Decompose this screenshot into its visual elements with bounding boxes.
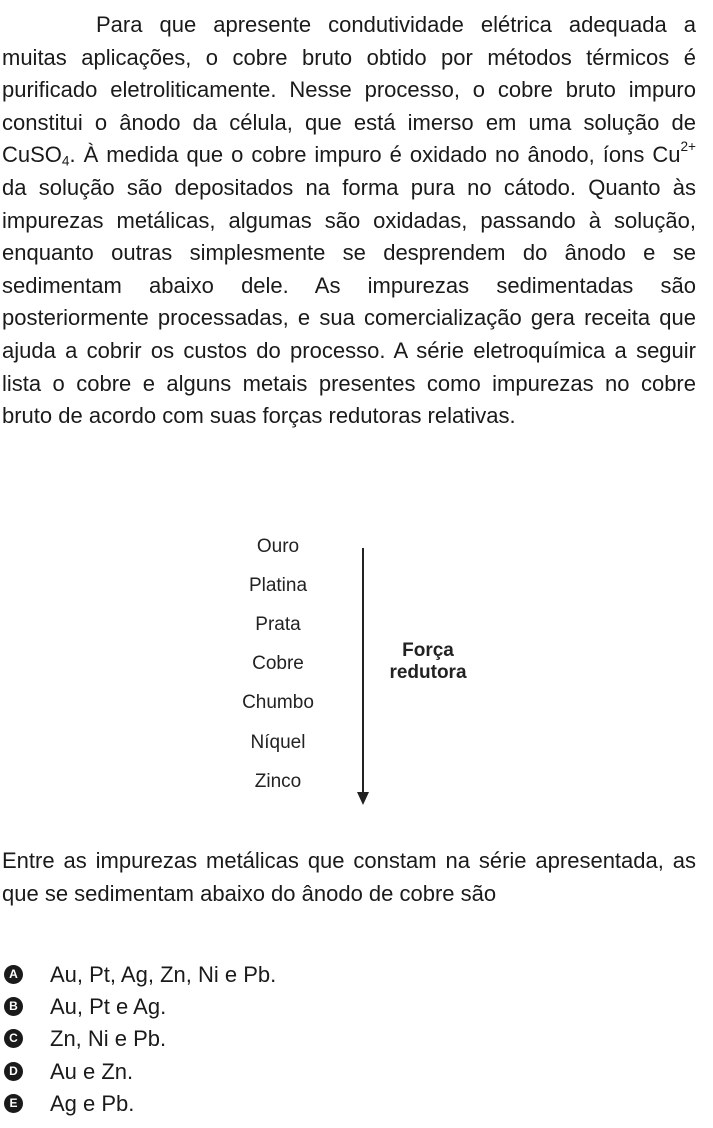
reducing-force-arrow-line [362, 548, 364, 794]
metal-zinc: Zinco [254, 771, 302, 792]
intro-text-part1: Para que apresente condutividade elétrica adequada a muitas aplicações, o cobre bruto obtido por métodos térmicos é purificado eletroliticamente. Nesse processo, o cobre bruto impuro constitui o ânodo da célula, que está imerso em uma solução de CuSO [2, 12, 696, 168]
sulfate-subscript: 4 [61, 153, 70, 169]
arrow-down-icon [357, 792, 369, 805]
metal-nickel: Níquel [250, 732, 306, 753]
option-a-letter-badge: A [4, 965, 23, 984]
option-e[interactable] [0, 1089, 600, 1121]
option-e-text: Ag e Pb. [50, 1091, 135, 1116]
intro-text-part3: da solução são depositados na forma pura no cátodo. Quanto às impurezas metálicas, algumas são oxidadas, passando à solução, enquanto outras simplesmente se desprendem do ânodo e se sedimentam abaixo dele. As impurezas sedimentadas são posteriormente processadas, e sua comercialização gera receita que ajuda a cobrir os custos do processo. A série eletroquímica a seguir lista o cobre e alguns metais presentes como impurezas no cobre bruto de acordo com suas forças redutoras relativas. [2, 174, 696, 429]
option-d-letter-badge: D [4, 1062, 23, 1081]
option-e-letter-badge: E [4, 1094, 23, 1113]
ion-charge-superscript: 2+ [680, 139, 696, 155]
option-c-letter-badge: C [4, 1029, 23, 1048]
option-b-letter-badge: B [4, 997, 23, 1016]
metal-copper: Cobre [252, 653, 304, 674]
electrochemical-series-figure [228, 530, 478, 810]
metal-platinum: Platina [248, 575, 308, 596]
force-label-line2: redutora [389, 662, 467, 683]
metal-lead: Chumbo [242, 692, 314, 713]
reducing-force-label [373, 640, 483, 684]
option-d-text: Au e Zn. [50, 1059, 134, 1084]
metal-silver: Prata [255, 614, 301, 635]
metal-gold: Ouro [256, 536, 300, 557]
question-text: Entre as impurezas metálicas que constam na série apresentada, as que se sedimentam abaixo do ânodo de cobre são [2, 848, 696, 906]
intro-text-part2: . À medida que o cobre impuro é oxidado no ânodo, íons Cu [69, 142, 681, 168]
option-b-text: Au, Pt e Ag. [50, 994, 167, 1019]
option-b[interactable] [0, 992, 600, 1024]
option-d[interactable] [0, 1057, 600, 1089]
intro-paragraph [2, 9, 696, 433]
option-c[interactable] [0, 1024, 600, 1056]
option-a-text: Au, Pt, Ag, Zn, Ni e Pb. [50, 962, 277, 987]
force-label-line1: Força [402, 640, 454, 661]
option-a[interactable] [0, 960, 600, 992]
option-c-text: Zn, Ni e Pb. [50, 1026, 167, 1051]
